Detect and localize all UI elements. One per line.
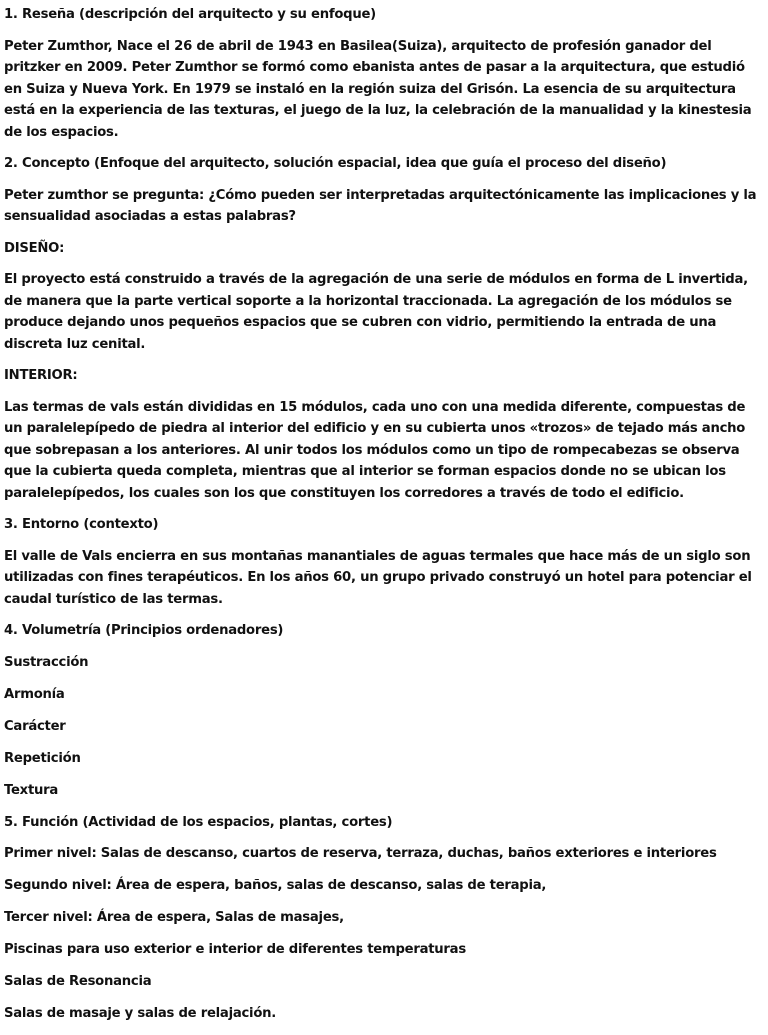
paragraph-biography: Peter Zumthor, Nace el 26 de abril de 1943 en Basilea(Suiza), arquitecto de profesión ganador del pritzker en 2009. Peter Zumthor se formó como ebanista antes de pasar a la arquitectura, que estudió en Suiza y Nueva York. En 1979 se instaló en la región suiza del Grisón. La esencia de su arquitectura está en la experiencia de las texturas, el juego de la luz, la celebración de la manualidad y la kinestesia de los espacios. [4, 38, 752, 140]
heading-volumetria: 4. Volumetría (Principios ordenadores) [4, 623, 284, 638]
list-item-segundo-nivel: Segundo nivel: Área de espera, baños, salas de descanso, salas de terapia, [4, 878, 547, 893]
heading-funcion: 5. Función (Actividad de los espacios, plantas, cortes) [4, 814, 393, 830]
heading-concepto: 2. Concepto (Enfoque del arquitecto, solución espacial, idea que guía el proceso del diseño) [4, 156, 667, 171]
list-item-textura: Textura [4, 782, 59, 798]
heading-resena: 1. Reseña (descripción del arquitecto y su enfoque) [4, 7, 376, 22]
list-item-armonia: Armonía [4, 686, 65, 702]
list-item-primer-nivel: Primer nivel: Salas de descanso, cuartos de reserva, terraza, duchas, baños exteriores e interiores [4, 846, 717, 861]
list-item-piscinas: Piscinas para uso exterior e interior de diferentes temperaturas [4, 942, 466, 957]
heading-interior: INTERIOR: [4, 368, 78, 383]
list-item-resonancia: Salas de Resonancia [4, 974, 152, 989]
heading-entorno: 3. Entorno (contexto) [4, 517, 159, 532]
list-item-repeticion: Repetición [4, 750, 81, 766]
list-item-tercer-nivel: Tercer nivel: Área de espera, Salas de masajes, [4, 910, 344, 925]
paragraph-diseno: El proyecto está construido a través de la agregación de una serie de módulos en forma de L invertida, de manera que la parte vertical soporte a la horizontal traccionada. La agregación de los módulos se produce dejando unos pequeños espacios que se cubren con vidrio, permitiendo la entrada de una discreta luz cenital. [4, 272, 748, 352]
list-item-caracter: Carácter [4, 718, 66, 734]
paragraph-question: Peter zumthor se pregunta: ¿Cómo pueden ser interpretadas arquitectónicamente las implicaciones y la sensualidad asociadas a estas palabras? [4, 187, 757, 224]
paragraph-interior: Las termas de vals están divididas en 15 módulos, cada uno con una medida diferente, compuestas de un paralelepípedo de piedra al interior del edificio y en su cubierta unos «trozos» de tejado más ancho que sobrepasan a los anteriores. Al unir todos los módulos como un tipo de rompecabezas se observa que la cubierta queda completa, mientras que al interior se forman espacios donde no se ubican los paralelepípedos, los cuales son los que constituyen los corredores a través de todo el edificio. [4, 399, 746, 501]
heading-diseno: DISEÑO: [4, 240, 65, 256]
document-body [4, 4, 762, 1035]
list-item-sustraccion: Sustracción [4, 654, 89, 670]
paragraph-entorno: El valle de Vals encierra en sus montañas manantiales de aguas termales que hace más de un siglo son utilizadas con fines terapéuticos. En los años 60, un grupo privado construyó un hotel para potenciar el caudal turístico de las termas. [4, 548, 752, 607]
list-item-masaje: Salas de masaje y salas de relajación. [4, 1006, 277, 1021]
